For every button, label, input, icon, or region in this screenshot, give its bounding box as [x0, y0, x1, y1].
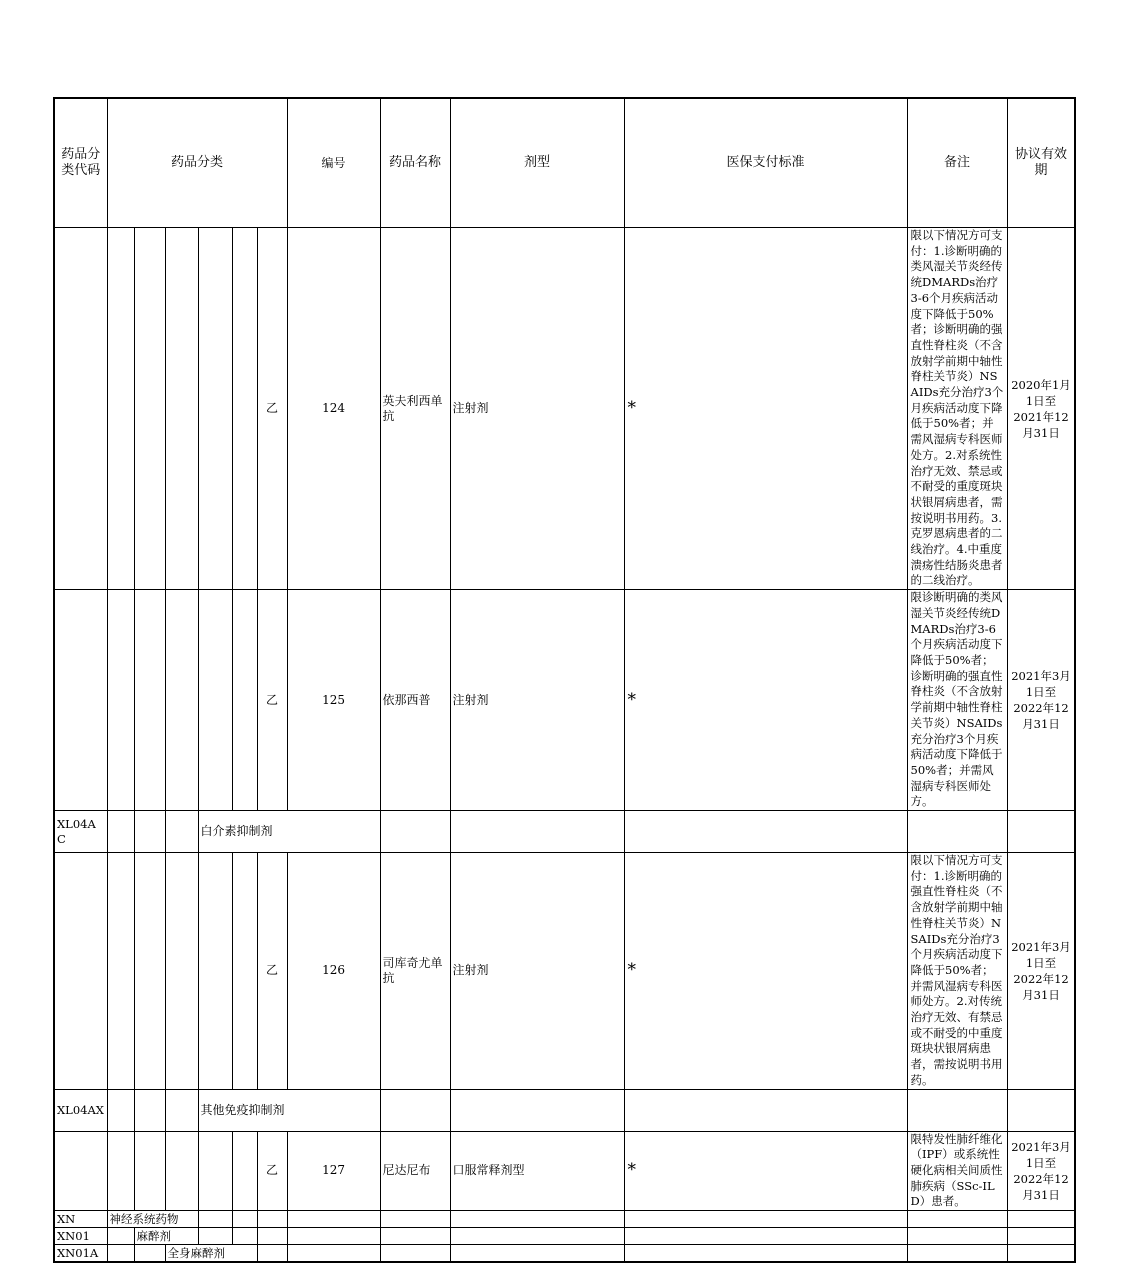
header-validity: 协议有效期	[1007, 98, 1075, 228]
drug-remarks: 限以下情况方可支付：1.诊断明确的类风湿关节炎经传统DMARDs治疗3-6个月疾病活动度下降低于50%者；诊断明确的强直性脊柱炎（不含放射学前期中轴性脊柱关节炎）NSAIDs充分治疗3个月疾病活动度下降低于50%者；并需风湿病专科医师处方。2.对系统性治疗无效、禁忌或不耐受的重度斑块状银屑病患者，需按说明书用药。3.克罗恩病患者的二线治疗。4.中重度溃疡性结肠炎患者的二线治疗。	[907, 228, 1007, 590]
drug-catalog-table	[53, 97, 1076, 1263]
drug-name: 英夫利西单抗	[380, 228, 450, 590]
category-label: 白介素抑制剂	[198, 811, 380, 853]
header-code: 药品分类代码	[54, 98, 107, 228]
drug-remarks: 限以下情况方可支付：1.诊断明确的强直性脊柱炎（不含放射学前期中轴性脊柱关节炎）NSAIDs充分治疗3个月疾病活动度下降低于50%者；并需风湿病专科医师处方。2.对传统治疗无效、有禁忌或不耐受的中重度斑块状银屑病患者，需按说明书用药。	[907, 853, 1007, 1090]
drug-class: 乙	[257, 853, 287, 1090]
drug-number: 125	[287, 590, 380, 811]
category-code: XN01A	[54, 1245, 107, 1263]
validity-period	[1007, 1131, 1075, 1211]
drug-number: 124	[287, 228, 380, 590]
category-row	[54, 1211, 1075, 1228]
category-code: XL04AC	[54, 811, 107, 853]
validity-start: 2021年3月1日至	[1011, 1139, 1071, 1170]
category-label: 全身麻醉剂	[165, 1245, 257, 1263]
drug-form: 口服常释剂型	[450, 1131, 624, 1211]
category-label: 其他免疫抑制剂	[198, 1089, 380, 1131]
header-remarks: 备注	[907, 98, 1007, 228]
validity-start: 2020年1月1日至	[1011, 377, 1071, 408]
header-row	[54, 98, 1075, 228]
drug-name: 依那西普	[380, 590, 450, 811]
category-row	[54, 1228, 1075, 1245]
drug-remarks: 限特发性肺纤维化（IPF）或系统性硬化病相关间质性肺疾病（SSc-ILD）患者。	[907, 1131, 1007, 1211]
validity-start: 2021年3月1日至	[1011, 939, 1071, 970]
header-category: 药品分类	[107, 98, 287, 228]
header-number: 编号	[287, 98, 380, 228]
drug-class: 乙	[257, 1131, 287, 1211]
drug-name: 尼达尼布	[380, 1131, 450, 1211]
table-row	[54, 1131, 1075, 1211]
header-name: 药品名称	[380, 98, 450, 228]
category-code: XN01	[54, 1228, 107, 1245]
validity-period	[1007, 590, 1075, 811]
validity-end: 2022年12月31日	[1013, 971, 1069, 1002]
category-row	[54, 1089, 1075, 1131]
validity-end: 2022年12月31日	[1013, 701, 1069, 732]
table-row	[54, 853, 1075, 1090]
table-row	[54, 590, 1075, 811]
category-row	[54, 811, 1075, 853]
drug-form: 注射剂	[450, 228, 624, 590]
payment-standard: *	[624, 1131, 907, 1211]
drug-class: 乙	[257, 228, 287, 590]
category-code: XL04AX	[54, 1089, 107, 1131]
header-payment-standard: 医保支付标准	[624, 98, 907, 228]
category-label: 神经系统药物	[107, 1211, 198, 1228]
category-row	[54, 1245, 1075, 1263]
payment-standard: *	[624, 228, 907, 590]
validity-start: 2021年3月1日至	[1011, 669, 1071, 700]
drug-form: 注射剂	[450, 853, 624, 1090]
drug-number: 126	[287, 853, 380, 1090]
validity-period	[1007, 853, 1075, 1090]
table-row	[54, 228, 1075, 590]
category-code: XN	[54, 1211, 107, 1228]
drug-name: 司库奇尤单抗	[380, 853, 450, 1090]
category-label: 麻醉剂	[134, 1228, 198, 1245]
header-form: 剂型	[450, 98, 624, 228]
drug-class: 乙	[257, 590, 287, 811]
validity-end: 2022年12月31日	[1013, 1171, 1069, 1202]
drug-remarks: 限诊断明确的类风湿关节炎经传统DMARDs治疗3-6个月疾病活动度下降低于50%者；诊断明确的强直性脊柱炎（不含放射学前期中轴性脊柱关节炎）NSAIDs充分治疗3个月疾病活动度下降低于50%者；并需风湿病专科医师处方。	[907, 590, 1007, 811]
validity-period	[1007, 228, 1075, 590]
payment-standard: *	[624, 853, 907, 1090]
drug-form: 注射剂	[450, 590, 624, 811]
payment-standard: *	[624, 590, 907, 811]
validity-end: 2021年12月31日	[1013, 409, 1069, 440]
drug-number: 127	[287, 1131, 380, 1211]
